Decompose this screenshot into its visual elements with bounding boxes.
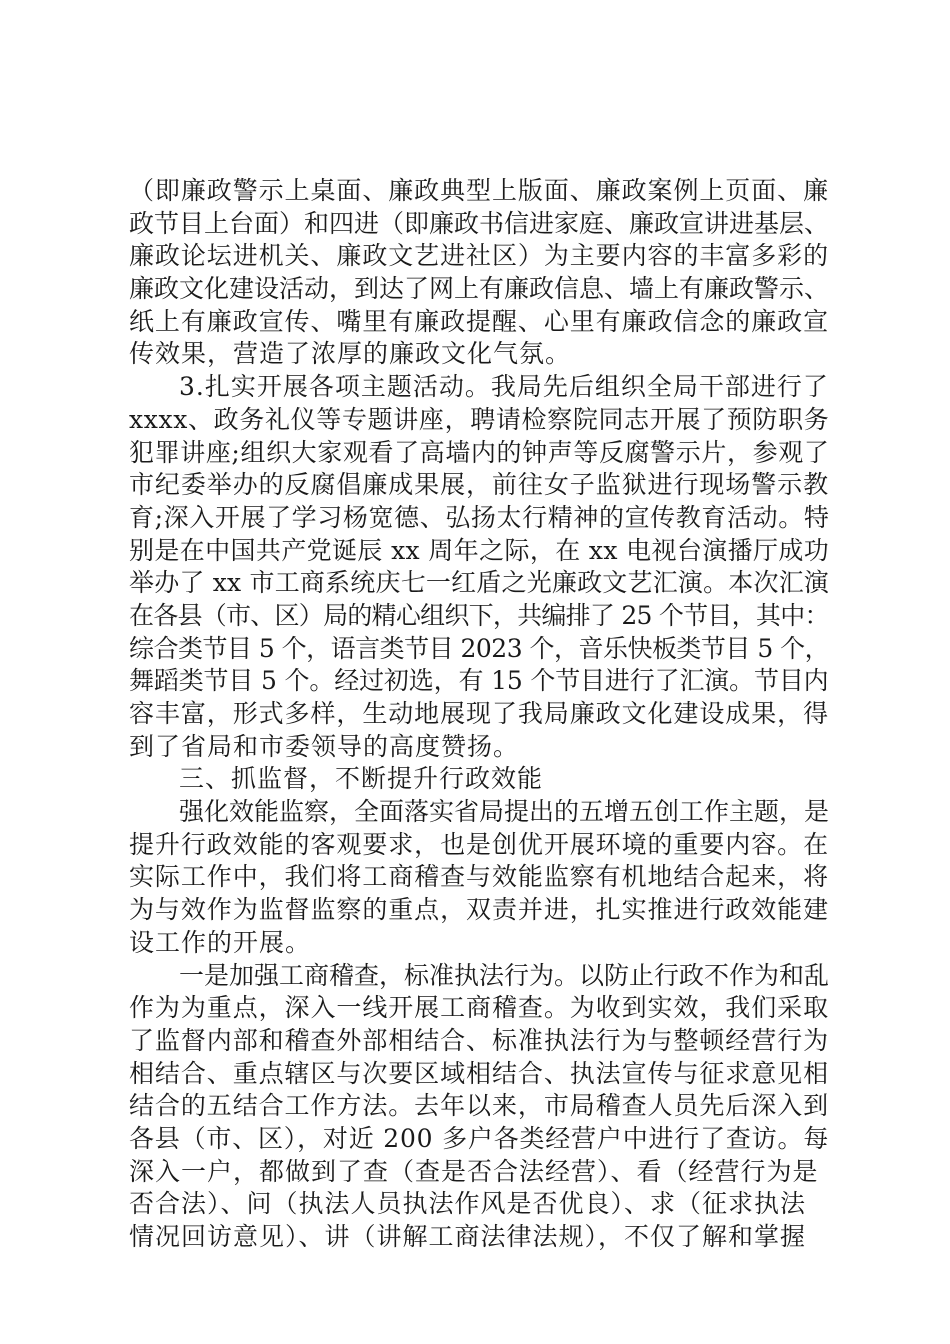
text-line: 一是加强工商稽查，标准执法行为。以防止行政不作为和乱 bbox=[179, 960, 830, 990]
text-line: 提升行政效能的客观要求，也是创优开展环境的重要内容。在 bbox=[129, 829, 830, 859]
text-line: 三、抓监督，不断提升行政效能 bbox=[179, 764, 544, 794]
text-line: 在各县（市、区）局的精心组织下，共编排了 25 个节目，其中： bbox=[129, 600, 829, 630]
text-line: 3.扎实开展各项主题活动。我局先后组织全局干部进行了 bbox=[179, 372, 829, 402]
text-line: 到了省局和市委领导的高度赞扬。 bbox=[129, 731, 520, 761]
text-line: 强化效能监察，全面落实省局提出的五增五创工作主题，是 bbox=[179, 797, 830, 827]
text-line: 举办了 xx 市工商系统庆七一红盾之光廉政文艺汇演。本次汇演 bbox=[129, 568, 830, 598]
text-line: 设工作的开展。 bbox=[129, 927, 312, 957]
text-line: 别是在中国共产党诞辰 xx 周年之际，在 xx 电视台演播厅成功 bbox=[129, 535, 830, 565]
text-line: 综合类节目 5 个，语言类节目 2023 个，音乐快板类节目 5 个， bbox=[129, 633, 830, 663]
text-line: 容丰富，形式多样，生动地展现了我局廉政文化建设成果，得 bbox=[129, 699, 830, 728]
text-line: （即廉政警示上桌面、廉政典型上版面、廉政案例上页面、廉 bbox=[129, 176, 830, 205]
text-line: 政节目上台面）和四进（即廉政书信进家庭、廉政宣讲进基层、 bbox=[129, 208, 830, 238]
text-line: 廉政论坛进机关、廉政文艺进社区）为主要内容的丰富多彩的 bbox=[129, 241, 830, 271]
text-line: 市纪委举办的反腐倡廉成果展，前往女子监狱进行现场警示教 bbox=[129, 470, 830, 500]
text-line: 相结合、重点辖区与次要区域相结合、执法宣传与征求意见相 bbox=[129, 1058, 830, 1088]
text-line: 深入一户，都做到了查（查是否合法经营）、看（经营行为是 bbox=[129, 1156, 819, 1186]
text-line: 纸上有廉政宣传、嘴里有廉政提醒、心里有廉政信念的廉政宣 bbox=[129, 306, 830, 336]
text-line: 廉政文化建设活动，到达了网上有廉政信息、墙上有廉政警示、 bbox=[129, 274, 830, 304]
text-line: 传效果，营造了浓厚的廉政文化气氛。 bbox=[129, 339, 572, 369]
text-line: 作为为重点，深入一线开展工商稽查。为收到实效，我们采取 bbox=[129, 993, 830, 1023]
text-line: 舞蹈类节目 5 个。经过初选，有 15 个节目进行了汇演。节目内 bbox=[129, 666, 829, 696]
text-line: 了监督内部和稽查外部相结合、标准执法行为与整顿经营行为 bbox=[129, 1025, 830, 1055]
text-line: xxxx、政务礼仪等专题讲座，聘请检察院同志开展了预防职务 bbox=[129, 404, 830, 434]
text-line: 为与效作为监督监察的重点，双责并进，扎实推进行政效能建 bbox=[129, 895, 830, 925]
text-line: 犯罪讲座;组织大家观看了高墙内的钟声等反腐警示片，参观了 bbox=[129, 437, 830, 467]
text-line: 否合法）、问（执法人员执法作风是否优良）、求（征求执法 bbox=[129, 1189, 807, 1219]
text-line: 实际工作中，我们将工商稽查与效能监察有机地结合起来，将 bbox=[129, 862, 830, 892]
text-line: 结合的五结合工作方法。去年以来，市局稽查人员先后深入到 bbox=[129, 1091, 830, 1121]
text-line: 育;深入开展了学习杨宽德、弘扬太行精神的宣传教育活动。特 bbox=[129, 502, 830, 532]
text-line: 各县（市、区），对近 200 多户各类经营户中进行了查访。每 bbox=[129, 1123, 830, 1153]
text-line: 情况回访意见）、讲（讲解工商法律法规），不仅了解和掌握 bbox=[129, 1222, 807, 1251]
document-body bbox=[129, 175, 829, 1254]
